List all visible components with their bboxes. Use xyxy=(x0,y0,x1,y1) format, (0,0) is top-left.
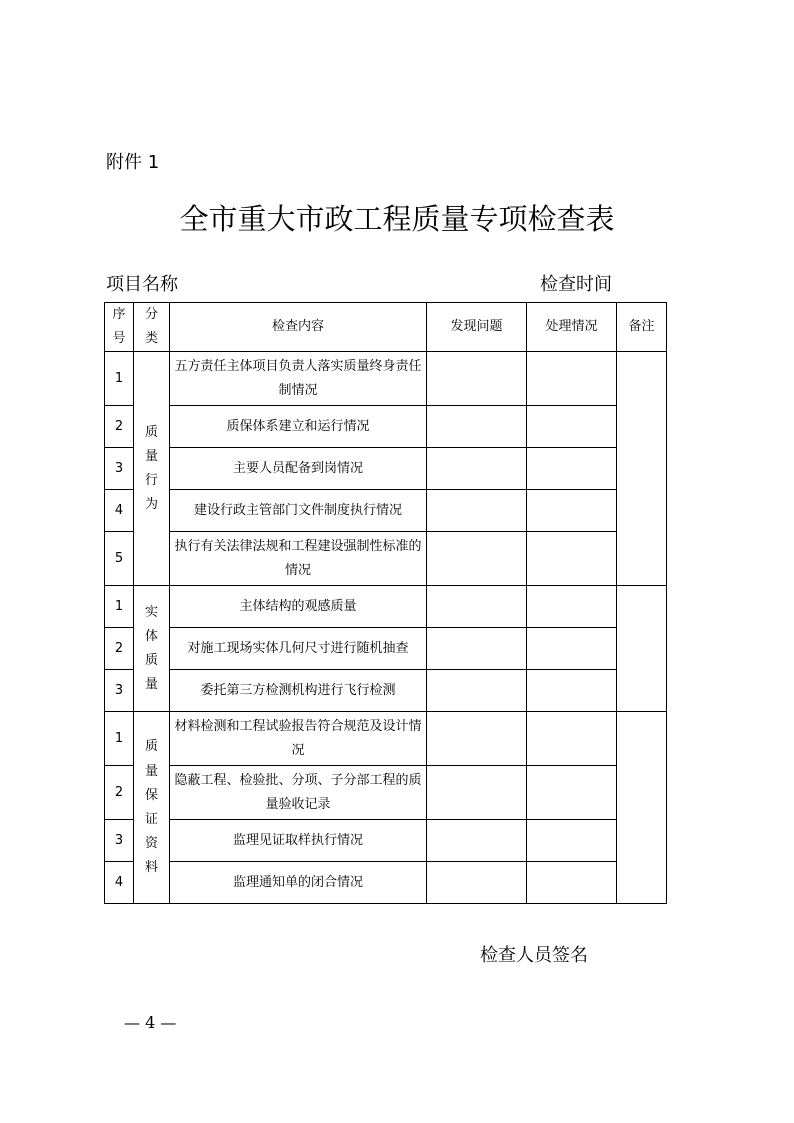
note-cell[interactable] xyxy=(617,586,667,712)
handling-cell[interactable] xyxy=(527,448,617,490)
header-content: 检查内容 xyxy=(170,303,427,352)
page-number: — 4 — xyxy=(124,1013,177,1032)
table-row xyxy=(105,448,667,490)
handling-cell[interactable] xyxy=(527,586,617,628)
found-issue-cell[interactable] xyxy=(427,352,527,406)
inspection-table xyxy=(104,302,667,904)
row-number: 3 xyxy=(105,448,134,490)
handling-cell[interactable] xyxy=(527,532,617,586)
table-row xyxy=(105,490,667,532)
table-row xyxy=(105,406,667,448)
inspection-time-label: 检查时间 xyxy=(540,274,612,295)
found-issue-cell[interactable] xyxy=(427,862,527,904)
table-row xyxy=(105,586,667,628)
table-row xyxy=(105,532,667,586)
category-cell: 质量行为 xyxy=(134,352,170,586)
row-content: 材料检测和工程试验报告符合规范及设计情况 xyxy=(170,712,427,766)
table-row xyxy=(105,712,667,766)
found-issue-cell[interactable] xyxy=(427,406,527,448)
handling-cell[interactable] xyxy=(527,406,617,448)
row-content: 主体结构的观感质量 xyxy=(170,586,427,628)
row-number: 4 xyxy=(105,862,134,904)
row-number: 1 xyxy=(105,586,134,628)
row-content: 五方责任主体项目负责人落实质量终身责任制情况 xyxy=(170,352,427,406)
table-row xyxy=(105,670,667,712)
handling-cell[interactable] xyxy=(527,766,617,820)
note-cell[interactable] xyxy=(617,352,667,586)
row-content: 监理见证取样执行情况 xyxy=(170,820,427,862)
handling-cell[interactable] xyxy=(527,670,617,712)
note-cell[interactable] xyxy=(617,712,667,904)
handling-cell[interactable] xyxy=(527,352,617,406)
row-number: 2 xyxy=(105,406,134,448)
row-content: 委托第三方检测机构进行飞行检测 xyxy=(170,670,427,712)
header-handling: 处理情况 xyxy=(527,303,617,352)
category-cell: 实体质量 xyxy=(134,586,170,712)
found-issue-cell[interactable] xyxy=(427,586,527,628)
found-issue-cell[interactable] xyxy=(427,628,527,670)
handling-cell[interactable] xyxy=(527,628,617,670)
handling-cell[interactable] xyxy=(527,712,617,766)
found-issue-cell[interactable] xyxy=(427,670,527,712)
table-row xyxy=(105,766,667,820)
row-number: 1 xyxy=(105,352,134,406)
project-name-label: 项目名称 xyxy=(106,274,178,295)
inspector-signature-label: 检查人员签名 xyxy=(480,945,588,966)
handling-cell[interactable] xyxy=(527,862,617,904)
handling-cell[interactable] xyxy=(527,820,617,862)
row-number: 2 xyxy=(105,766,134,820)
found-issue-cell[interactable] xyxy=(427,532,527,586)
table-row xyxy=(105,820,667,862)
header-note: 备注 xyxy=(617,303,667,352)
row-number: 2 xyxy=(105,628,134,670)
row-content: 监理通知单的闭合情况 xyxy=(170,862,427,904)
row-content: 对施工现场实体几何尺寸进行随机抽查 xyxy=(170,628,427,670)
row-number: 4 xyxy=(105,490,134,532)
handling-cell[interactable] xyxy=(527,490,617,532)
row-number: 3 xyxy=(105,820,134,862)
table-row xyxy=(105,352,667,406)
row-content: 质保体系建立和运行情况 xyxy=(170,406,427,448)
row-content: 建设行政主管部门文件制度执行情况 xyxy=(170,490,427,532)
row-number: 1 xyxy=(105,712,134,766)
header-no: 序号 xyxy=(105,303,134,352)
found-issue-cell[interactable] xyxy=(427,490,527,532)
row-content: 隐蔽工程、检验批、分项、子分部工程的质量验收记录 xyxy=(170,766,427,820)
category-cell: 质量保证资料 xyxy=(134,712,170,904)
row-content: 执行有关法律法规和工程建设强制性标准的情况 xyxy=(170,532,427,586)
document-title: 全市重大市政工程质量专项检查表 xyxy=(179,202,615,236)
attachment-label: 附件 1 xyxy=(106,152,160,173)
table-row xyxy=(105,862,667,904)
row-number: 5 xyxy=(105,532,134,586)
found-issue-cell[interactable] xyxy=(427,448,527,490)
row-content: 主要人员配备到岗情况 xyxy=(170,448,427,490)
header-row xyxy=(105,303,667,352)
row-number: 3 xyxy=(105,670,134,712)
found-issue-cell[interactable] xyxy=(427,712,527,766)
header-category: 分类 xyxy=(134,303,170,352)
header-found: 发现问题 xyxy=(427,303,527,352)
table-row xyxy=(105,628,667,670)
found-issue-cell[interactable] xyxy=(427,766,527,820)
found-issue-cell[interactable] xyxy=(427,820,527,862)
